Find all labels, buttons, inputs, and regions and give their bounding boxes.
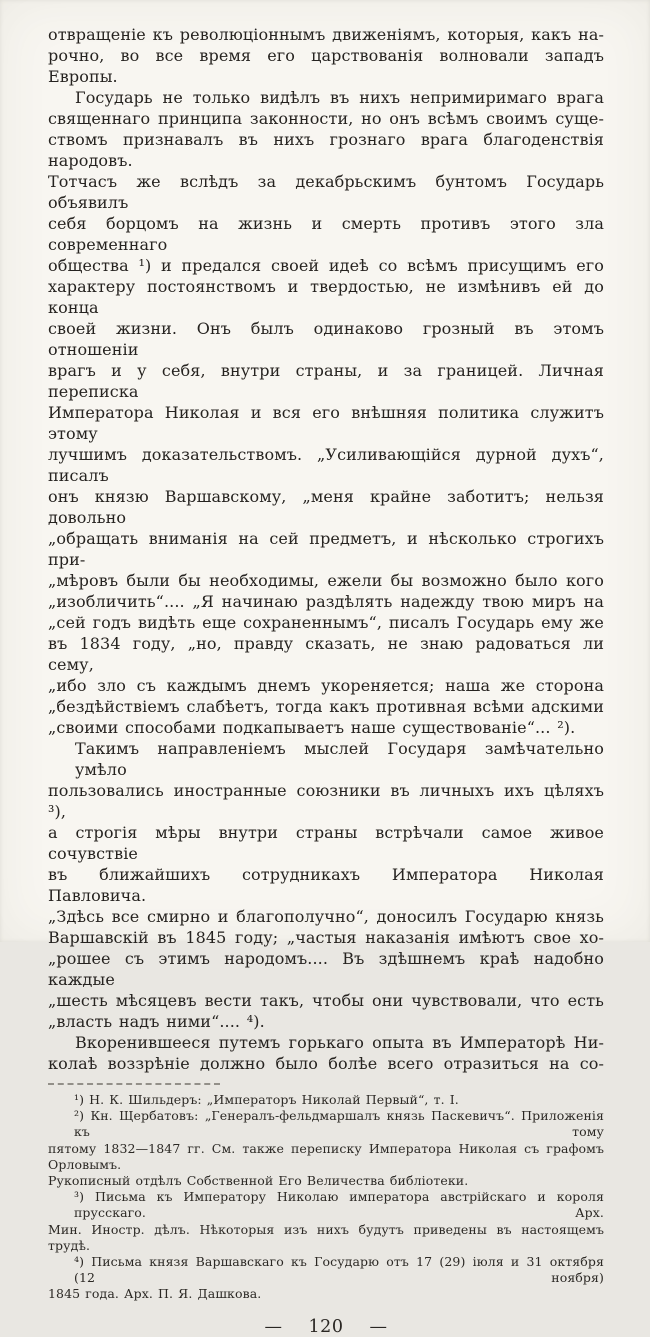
text-line: „рошее съ этимъ народомъ.... Въ здѣшнемъ краѣ надобно каждые xyxy=(48,949,604,989)
text-line: Мин. Иностр. дѣлъ. Нѣкоторыя изъ нихъ будутъ приведены въ настоящемъ трудѣ. xyxy=(48,1221,604,1253)
text-line: онъ князю Варшавскому, „меня крайне заботитъ; нельзя довольно xyxy=(48,487,604,527)
paragraph xyxy=(48,87,604,738)
text-line: „обращать вниманія на сей предметъ, и нѣсколько строгихъ при- xyxy=(48,529,604,569)
text-line: общества ¹) и предался своей идеѣ со всѣмъ присущимъ его xyxy=(48,256,604,275)
text-line: „своими способами подкапываетъ наше существованіе“... ²). xyxy=(48,718,576,737)
text-line: „сей годъ видѣть еще сохраненнымъ“, писалъ Государь ему же xyxy=(48,613,604,632)
text-line: Рукописный отдѣлъ Собственной Его Величества библіотеки. xyxy=(48,1173,469,1189)
text-line: пользовались иностранные союзники въ личныхъ ихъ цѣляхъ ³), xyxy=(48,781,604,821)
page-number-row xyxy=(48,1317,604,1337)
text-line: ²) Кн. Щербатовъ: „Генералъ-фельдмаршалъ князь Паскевичъ“. Приложенія къ тому xyxy=(74,1108,604,1140)
text-line: себя борцомъ на жизнь и смерть противъ этого зла современнаго xyxy=(48,214,604,254)
text-line: Государь не только видѣлъ въ нихъ непримиримаго врага xyxy=(75,88,604,107)
text-line: врагъ и у себя, внутри страны, и за границей. Личная переписка xyxy=(48,361,604,401)
text-line: пятому 1832—1847 гг. См. также переписку Императора Николая съ графомъ Орловымъ. xyxy=(48,1140,604,1172)
text-line: характеру постоянствомъ и твердостью, не измѣнивъ ей до конца xyxy=(48,277,604,317)
text-line: рочно, во все время его царствованія волновали западъ Европы. xyxy=(48,46,604,86)
paragraph xyxy=(48,24,604,87)
text-line: Императора Николая и вся его внѣшняя политика служитъ этому xyxy=(48,403,604,443)
text-line: ствомъ признавалъ въ нихъ грознаго врага благоденствія народовъ. xyxy=(48,130,604,170)
text-line: „Здѣсь все смирно и благополучно“, доносилъ Государю князь xyxy=(48,907,604,926)
text-line: ⁴) Письма князя Варшавскаго къ Государю отъ 17 (29) іюля и 31 октября (12 ноября) xyxy=(74,1254,604,1286)
text-line: „изобличить“.... „Я начинаю раздѣлять надежду твою миръ на xyxy=(48,592,604,611)
text-line: отвращеніе къ революціоннымъ движеніямъ, которыя, какъ на- xyxy=(48,25,604,44)
footnotes xyxy=(48,1092,604,1303)
footnote-separator xyxy=(48,1083,220,1085)
paragraph xyxy=(48,1032,604,1074)
text-line: священнаго принципа законности, но онъ всѣмъ своимъ суще- xyxy=(48,109,604,128)
footnote xyxy=(48,1108,604,1189)
footnote xyxy=(48,1189,604,1254)
paragraph xyxy=(48,738,604,1032)
text-line: Вкоренившееся путемъ горькаго опыта въ Императорѣ Ни- xyxy=(75,1033,604,1052)
text-line: а строгія мѣры внутри страны встрѣчали самое живое сочувствіе xyxy=(48,823,604,863)
text-line: „бездѣйствіемъ слабѣетъ, тогда какъ противная всѣми адскими xyxy=(48,697,604,716)
text-line: Такимъ направленіемъ мыслей Государя замѣчательно умѣло xyxy=(75,739,604,779)
footnote xyxy=(48,1254,604,1303)
text-line: ¹) Н. К. Шильдеръ: „Императоръ Николай Первый“, т. I. xyxy=(74,1092,459,1107)
text-line: своей жизни. Онъ былъ одинаково грозный въ этомъ отношеніи xyxy=(48,319,604,359)
text-line: колаѣ воззрѣніе должно было болѣе всего отразиться на со- xyxy=(48,1054,604,1073)
text-line: Варшавскій въ 1845 году; „частыя наказанія имѣютъ свое хо- xyxy=(48,928,604,947)
page-number-dash-right: — xyxy=(369,1316,388,1337)
text-line: лучшимъ доказательствомъ. „Усиливающійся дурной духъ“, писалъ xyxy=(48,445,604,485)
text-line: „власть надъ ними“.... ⁴). xyxy=(48,1012,265,1031)
page-number: 120 xyxy=(308,1316,344,1337)
text-line: 1845 года. Арх. П. Я. Дашкова. xyxy=(48,1286,262,1302)
text-line: ³) Письма къ Императору Николаю императора австрійскаго и короля прусскаго. Арх. xyxy=(74,1189,604,1221)
text-line: въ 1834 году, „но, правду сказать, не знаю радоваться ли сему, xyxy=(48,634,604,674)
text-line: „мѣровъ были бы необходимы, ежели бы возможно было кого xyxy=(48,571,604,590)
text-line: „ибо зло съ каждымъ днемъ укореняется; наша же сторона xyxy=(48,676,604,695)
footnote xyxy=(48,1092,604,1108)
page-number-dash-left: — xyxy=(264,1316,283,1337)
text-line: Тотчасъ же вслѣдъ за декабрьскимъ бунтомъ Государь объявилъ xyxy=(48,172,604,212)
text-line: въ ближайшихъ сотрудникахъ Императора Николая Павловича. xyxy=(48,865,604,905)
main-text xyxy=(48,24,604,1074)
text-line: „шесть мѣсяцевъ вести такъ, чтобы они чувствовали, что есть xyxy=(48,991,604,1010)
